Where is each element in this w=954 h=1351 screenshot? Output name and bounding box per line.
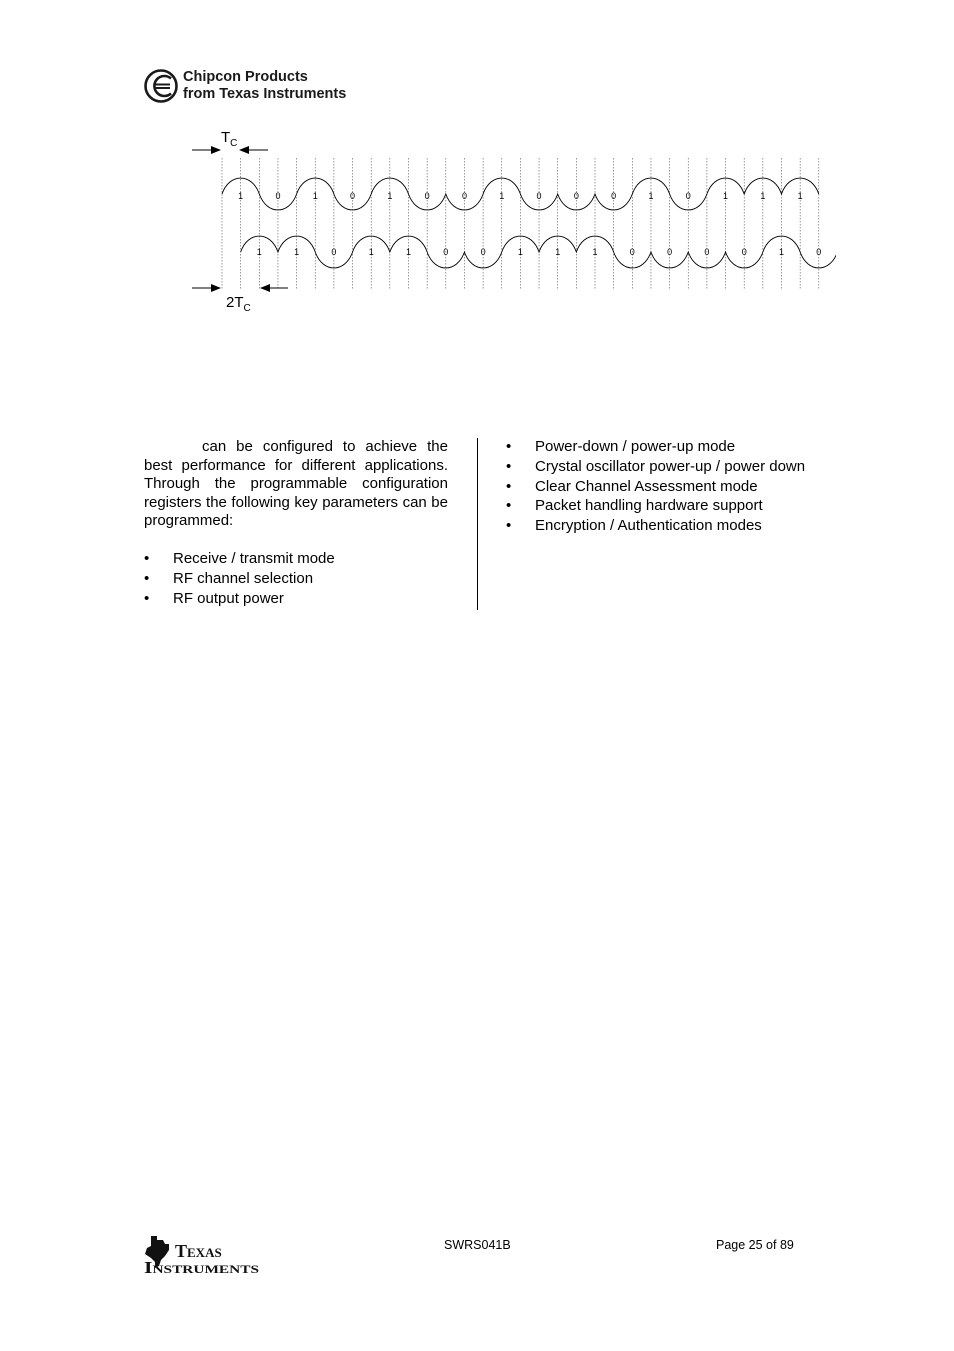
bit-label: 0 [275, 191, 281, 201]
bit-label: 1 [760, 191, 766, 201]
bit-label: 1 [294, 247, 300, 257]
bit-label: 0 [816, 247, 822, 257]
bit-label: 0 [424, 191, 430, 201]
2tc-label: $2T_C$ [226, 294, 251, 314]
list-item: • Encryption / Authentication modes [506, 517, 810, 536]
intro-paragraph-text: can be configured to achieve the best performance for different applications. Through the programmable configuration registers the following key parameters can be programmed: [144, 438, 448, 530]
bit-label: 1 [368, 247, 374, 257]
bit-label: 0 [350, 191, 356, 201]
document-id: SWRS041B [444, 1238, 511, 1252]
bit-label: 0 [480, 247, 486, 257]
chipcon-logo-icon [144, 68, 180, 104]
header-brand-line1: Chipcon Products [183, 69, 308, 85]
bit-label: 0 [573, 191, 579, 201]
bit-boundary-lines [222, 158, 822, 290]
tc-label: $T_C$ [221, 129, 238, 149]
list-item: • Power-down / power-up mode [506, 438, 810, 457]
bit-label: 0 [704, 247, 710, 257]
bit-label: 0 [536, 191, 542, 201]
list-item: • Packet handling hardware support [506, 497, 810, 516]
bit-label: 1 [555, 247, 561, 257]
list-item: • Crystal oscillator power-up / power down [506, 458, 810, 477]
left-parameter-list [144, 550, 448, 608]
intro-paragraph [144, 438, 448, 531]
bit-label: 1 [405, 247, 412, 257]
page-number: Page 25 of 89 [716, 1238, 794, 1252]
bit-label: 1 [499, 191, 505, 201]
right-column [506, 438, 810, 537]
texas-instruments-logo [143, 1232, 267, 1276]
bit-label: 0 [685, 191, 691, 201]
bit-label: 0 [667, 247, 673, 257]
bit-label: 1 [387, 191, 393, 201]
left-column [144, 438, 448, 609]
bit-label: 1 [592, 247, 598, 257]
bit-label: 1 [778, 247, 785, 257]
bit-label: 0 [629, 247, 635, 257]
right-parameter-list [506, 438, 810, 536]
bit-label: 1 [238, 191, 244, 201]
bit-label: 1 [517, 247, 523, 257]
bit-label: 0 [611, 191, 617, 201]
list-item: • RF output power [144, 590, 448, 609]
bit-label: 0 [443, 247, 449, 257]
bit-label: 1 [723, 191, 729, 201]
logo-instruments: Instruments [144, 1258, 260, 1276]
column-divider [477, 438, 478, 610]
list-item: • Receive / transmit mode [144, 550, 448, 569]
bit-label: 0 [461, 191, 467, 201]
header-brand-line2: from Texas Instruments [183, 85, 347, 102]
bit-label: 1 [312, 191, 318, 201]
header-brand [183, 69, 423, 102]
signal-diagram [186, 124, 836, 320]
bit-label: 1 [648, 191, 654, 201]
bit-label: 0 [331, 247, 337, 257]
logo-texas: Texas [175, 1241, 222, 1261]
bit-label: 1 [256, 247, 262, 257]
bit-label: 1 [797, 191, 803, 201]
list-item: • Clear Channel Assessment mode [506, 478, 810, 497]
bit-label: 0 [741, 247, 747, 257]
list-item: • RF channel selection [144, 570, 448, 589]
